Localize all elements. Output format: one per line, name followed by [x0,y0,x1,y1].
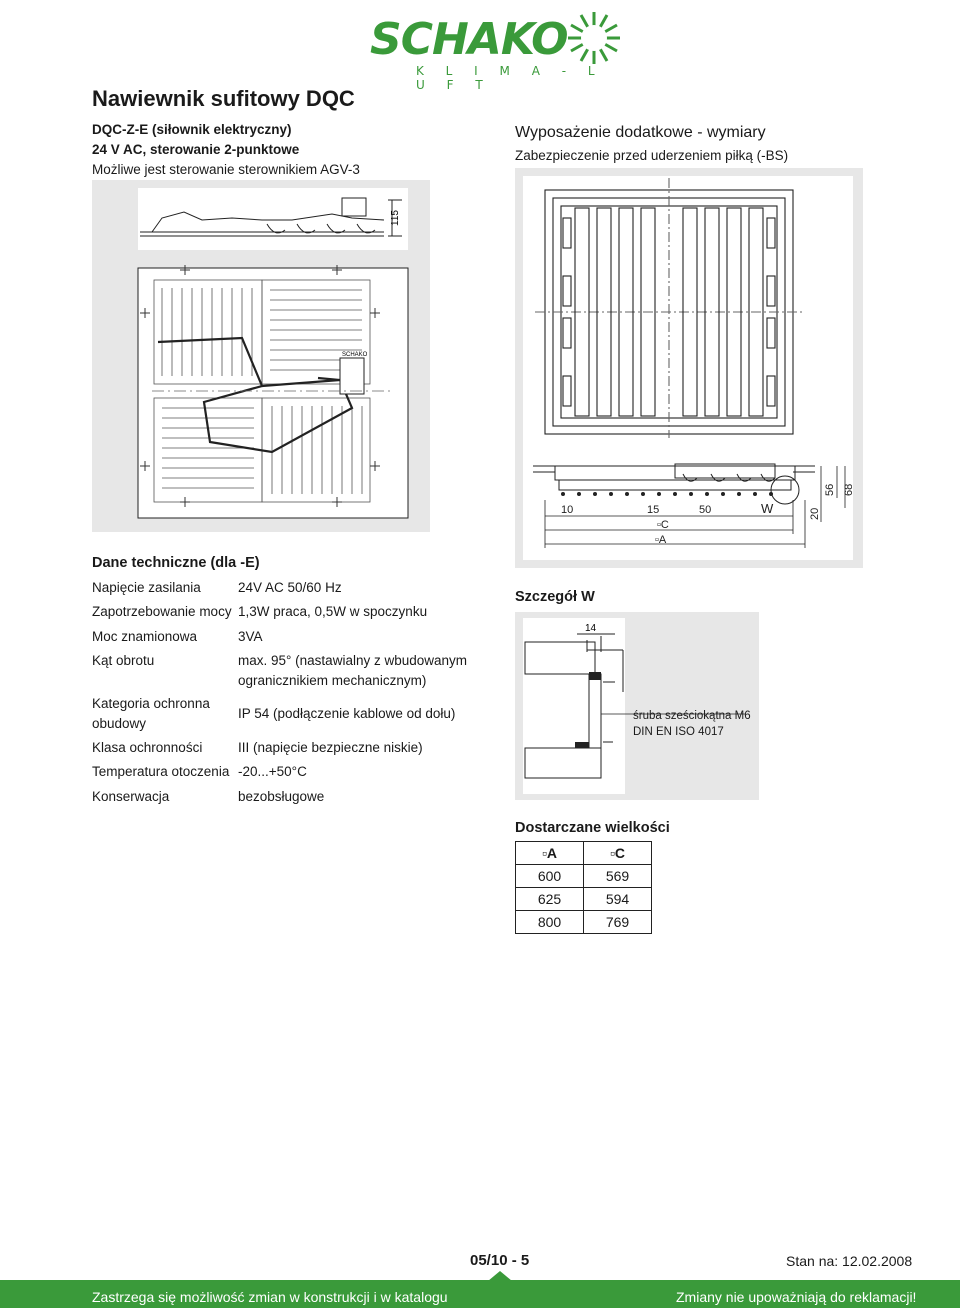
dim-50-label: 50 [699,504,712,516]
spec-label-rated: Moc znamionowa [92,629,198,644]
spec-value-rated: 3VA [238,629,263,644]
diffuser-drawing [92,180,430,532]
right-header-title: Wyposażenie dodatkowe - wymiary [515,124,766,141]
sizes-header-a: ▫A [516,842,584,865]
spec-label-temp: Temperatura otoczenia [92,764,230,779]
tech-data-heading: Dane techniczne (dla -E) [92,555,260,571]
spec-label-maint: Konserwacja [92,789,170,804]
spec-label-power: Zapotrzebowanie mocy [92,604,232,619]
spec-value-angle-2: ogranicznikiem mechanicznym) [238,673,427,688]
spec-value-supply: 24V AC 50/60 Hz [238,580,342,595]
right-header-subtitle: Zabezpieczenie przed uderzeniem piłką (-BS) [515,148,789,163]
logo [370,10,620,92]
dim-68-label: 68 [843,483,855,496]
sizes-cell-a: 600 [516,865,584,888]
spec-value-maint: bezobsługowe [238,789,325,804]
dim-10-label: 10 [561,504,574,516]
sizes-cell-a: 800 [516,911,584,934]
sizes-cell-a: 625 [516,888,584,911]
left-header-line1: DQC-Z-E (siłownik elektryczny) [92,122,292,137]
page-title: Nawiewnik sufitowy DQC [92,86,355,111]
footer-triangle-icon [488,1271,512,1281]
footer-bar [0,1280,960,1308]
spec-value-angle: max. 95° (nastawialny z wbudowanym [238,653,467,668]
spec-label-supply: Napięcie zasilania [92,580,201,595]
dim-56-label: 56 [824,483,836,496]
footer-left-text: Zastrzega się możliwość zmian w konstrukcji i w katalogu [92,1289,448,1305]
drawing-panel-right [515,168,863,568]
dim-a-label: ▫A [655,534,667,546]
table-row [516,911,652,934]
drawing-panel-left [92,180,430,532]
dim-c-label: ▫C [657,519,669,531]
page-number: 05/10 - 5 [470,1252,530,1269]
table-row [516,888,652,911]
sizes-cell-c: 594 [584,888,652,911]
left-header-line3: Możliwe jest sterowanie sterownikiem AGV-3 [92,162,360,177]
logo-tagline: K L I M A - L U F T [416,64,604,92]
sizes-header-row [516,842,652,865]
sizes-cell-c: 769 [584,911,652,934]
dim-115-label: 115 [390,210,401,226]
detail-w-heading: Szczegół W [515,589,595,605]
revision-date: Stan na: 12.02.2008 [786,1253,913,1269]
dim-15-label: 15 [647,504,660,516]
dim-14-label: 14 [585,623,597,634]
detail-w-note2: DIN EN ISO 4017 [633,726,724,738]
sizes-cell-c: 569 [584,865,652,888]
spec-label-ip: Kategoria ochronna [92,696,210,711]
spec-label-ip-2: obudowy [92,716,147,731]
sizes-header-c: ▫C [584,842,652,865]
spec-value-power: 1,3W praca, 0,5W w spoczynku [238,604,428,619]
table-row [516,865,652,888]
sizes-heading: Dostarczane wielkości [515,820,670,836]
spec-value-temp: -20...+50°C [238,764,307,779]
detail-w-drawing [515,612,759,800]
spec-value-ip: IP 54 (podłączenie kablowe od dołu) [238,706,456,721]
spec-label-angle: Kąt obrotu [92,653,155,668]
left-header-line2: 24 V AC, sterowanie 2-punktowe [92,142,300,157]
actuator-label: SCHAKO [342,352,368,358]
dim-20-label: 20 [809,507,821,520]
footer-right-text: Zmiany nie upoważniają do reklamacji! [676,1289,917,1305]
detail-w-marker: W [761,501,774,516]
ball-guard-drawing [515,168,863,568]
spec-label-class: Klasa ochronności [92,740,203,755]
detail-w-panel [515,612,759,800]
logo-wordmark: SCHAKO [370,14,568,65]
spec-value-class: III (napięcie bezpieczne niskie) [238,740,423,755]
sizes-table [515,841,652,934]
logo-sun-icon [566,10,622,66]
detail-w-note1: śruba sześciokątna M6 [633,710,751,722]
